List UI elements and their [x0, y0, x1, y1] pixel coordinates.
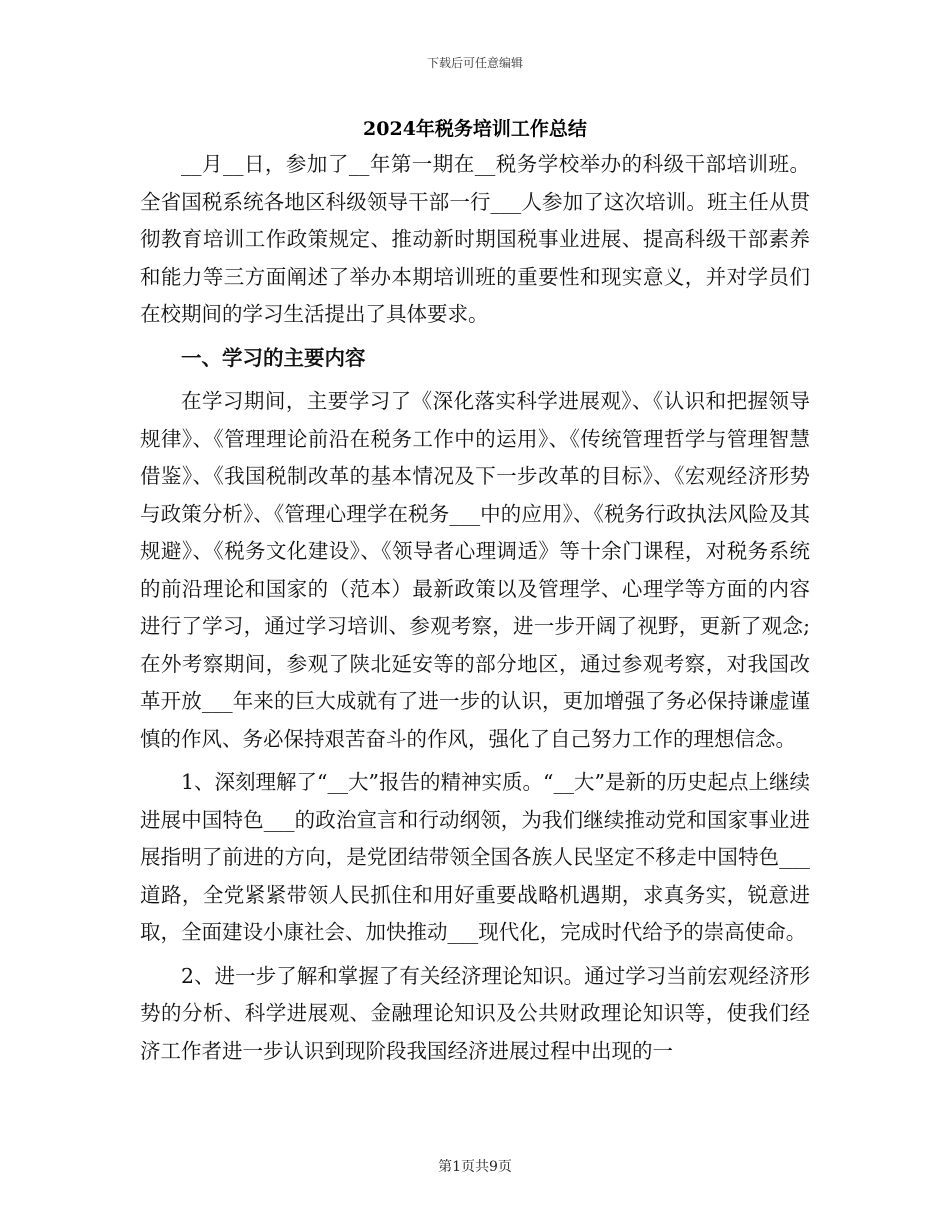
paragraph-intro: __月__日，参加了__年第一期在__税务学校举办的科级干部培训班。全省国税系统各地区科级领导干部一行___人参加了这次培训。班主任从贯彻教育培训工作政策规定、推动新时期国税事业进展、提高科级干部素养和能力等三方面阐述了举办本期培训班的重要性和现实意义，并对学员们在校期间的学习生活提出了具体要求。: [140, 152, 810, 326]
page-number: 第1页共9页: [438, 1159, 512, 1175]
paragraph-point-2: 2、进一步了解和掌握了有关经济理论知识。通过学习当前宏观经济形势的分析、科学进展观、金融理论知识及公共财政理论知识等，使我们经济工作者进一步认识到现阶段我国经济进展过程中出现的一: [140, 963, 810, 1063]
header-note: 下载后可任意编辑: [426, 56, 523, 70]
paragraph-point-1: 1、深刻理解了“__大”报告的精神实质。“__大”是新的历史起点上继续进展中国特色___的政治宣言和行动纲领，为我们继续推动党和国家事业进展指明了前进的方向，是党团结带领全国各族人民坚定不移走中国特色___道路，全党紧紧带领人民抓住和用好重要战略机遇期，求真务实，锐意进取，全面建设小康社会、加快推动___现代化，完成时代给予的崇高使命。: [140, 770, 810, 944]
document-title: 2024年税务培训工作总结: [363, 118, 587, 140]
paragraph-content: 在学习期间，主要学习了《深化落实科学进展观》、《认识和把握领导规律》、《管理理论前沿在税务工作中的运用》、《传统管理哲学与管理智慧借鉴》、《我国税制改革的基本情况及下一步改革的目标》、《宏观经济形势与政策分析》、《管理心理学在税务___中的应用》、《税务行政执法风险及其规避》、《税务文化建设》、《领导者心理调适》等十余门课程，对税务系统的前沿理论和国家的（范本）最新政策以及管理学、心理学等方面的内容进行了学习，通过学习培训、参观考察，进一步开阔了视野，更新了观念;在外考察期间，参观了陕北延安等的部分地区，通过参观考察，对我国改革开放___年来的巨大成就有了进一步的认识，更加增强了务必保持谦虚谨慎的作风、务必保持艰苦奋斗的作风，强化了自己努力工作的理想信念。: [140, 389, 810, 751]
document-body: [140, 146, 810, 1070]
section-heading: 一、学习的主要内容: [181, 345, 366, 370]
